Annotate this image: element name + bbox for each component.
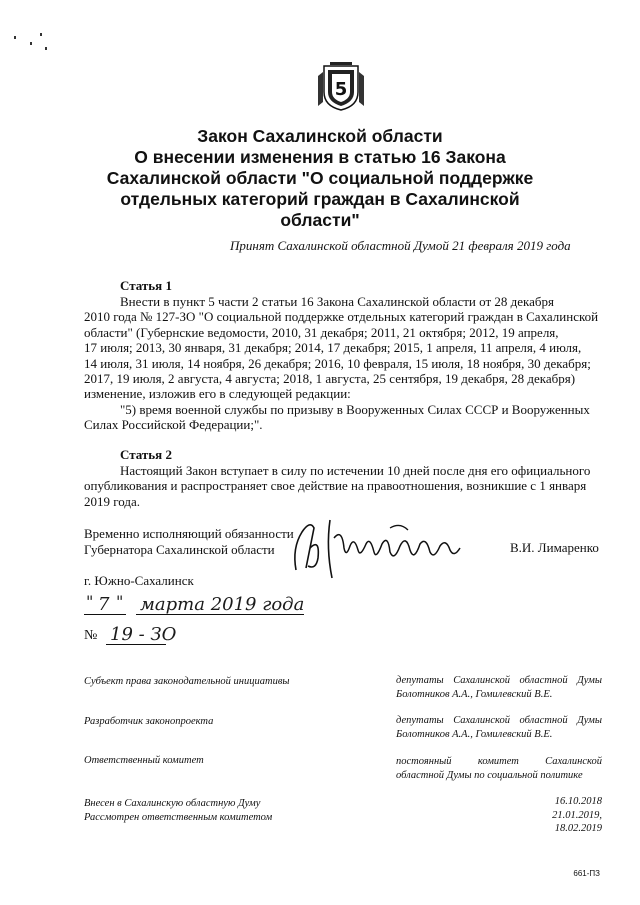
detail-label: Субъект права законодательной инициативы	[84, 676, 290, 687]
number-value: 19 - ЗО	[110, 624, 177, 645]
title-line: Сахалинской области "О социальной поддержке	[106, 168, 534, 188]
detail-value: постоянный комитет Сахалинской областной Думы по социальной политике	[396, 756, 602, 781]
text-line: Настоящий Закон вступает в силу по истечении 10 дней после дня его официального	[120, 463, 591, 478]
text-line: 2017, 19 июля, 2 августа, 4 августа; 2018, 1 августа, 25 сентября, 19 декабря, 28 декабря)	[84, 371, 576, 387]
article-2-body	[84, 463, 602, 509]
text-line: изменение, изложив его в следующей редакции:	[84, 386, 351, 402]
text-line: 14 июля, 31 июля, 14 ноября, 26 декабря; 2016, 10 февраля, 15 июля, 18 ноября, 30 декабря;	[84, 355, 591, 371]
law-title	[100, 126, 540, 231]
document-code: 661-ПЗ	[573, 869, 600, 878]
signatory-position: Временно исполняющий обязанности Губернатора Сахалинской области	[84, 526, 294, 557]
handwritten-signature	[290, 508, 480, 593]
quote-line: "5) время военной службы по призыву в Вооруженных Силах СССР и Вооруженных	[120, 401, 590, 417]
text-line: опубликования и распространяет свое действие на правоотношения, возникшие с 1 января	[84, 478, 587, 494]
article-1-heading: Статья 1	[120, 278, 172, 293]
coat-of-arms-emblem	[318, 62, 364, 112]
text-line: 2010 года № 127-ЗО "О социальной поддержке отдельных категорий граждан в Сахалинской	[84, 309, 599, 325]
reviewed-label: Рассмотрен ответственным комитетом	[84, 812, 273, 823]
detail-value: депутаты Сахалинской областной Думы Болотников А.А., Гомилевский В.Е.	[396, 675, 602, 700]
adoption-note: Принят Сахалинской областной Думой 21 февраля 2019 года	[230, 238, 571, 253]
detail-label: Разработчик законопроекта	[84, 716, 214, 727]
title-line: области"	[280, 210, 360, 230]
article-1-body	[84, 294, 602, 433]
text-line: 17 июля; 2013, 30 января, 31 декабря; 2014, 17 декабря; 2015, 1 апреля, 11 апреля, 4 июля,	[84, 340, 582, 356]
quote-line: Силах Российской Федерации;".	[84, 417, 263, 433]
detail-value: депутаты Сахалинской областной Думы Болотников А.А., Гомилевский В.Е.	[396, 715, 602, 740]
number-prefix: №	[84, 628, 98, 643]
date-day: 7	[98, 594, 110, 615]
signing-city: г. Южно-Сахалинск	[84, 573, 194, 588]
detail-label: Ответственный комитет	[84, 755, 204, 766]
svg-text:5: 5	[334, 79, 348, 100]
law-number	[84, 624, 204, 650]
text-line: 2019 года.	[84, 493, 141, 509]
signatory-name: В.И. Лимаренко	[510, 540, 599, 555]
text-line: Внести в пункт 5 части 2 статьи 16 Закона Сахалинской области от 28 декабря	[120, 294, 555, 309]
submitted-date: 16.10.2018	[554, 796, 602, 807]
title-line: отдельных категорий граждан в Сахалинской	[120, 189, 520, 209]
submitted-label: Внесен в Сахалинскую областную Думу	[84, 798, 261, 809]
date-month-year: марта 2019 года	[140, 594, 305, 615]
article-2-heading: Статья 2	[120, 447, 172, 462]
title-line: О внесении изменения в статью 16 Закона	[134, 147, 506, 167]
title-line: Закон Сахалинской области	[197, 126, 443, 146]
signing-date: " 7 " марта 2019 года	[86, 592, 305, 615]
text-line: области" (Губернские ведомости, 2010, 31 декабря; 2011, 21 октября; 2012, 19 апреля,	[84, 324, 559, 340]
reviewed-dates: 21.01.2019, 18.02.2019	[552, 810, 602, 834]
